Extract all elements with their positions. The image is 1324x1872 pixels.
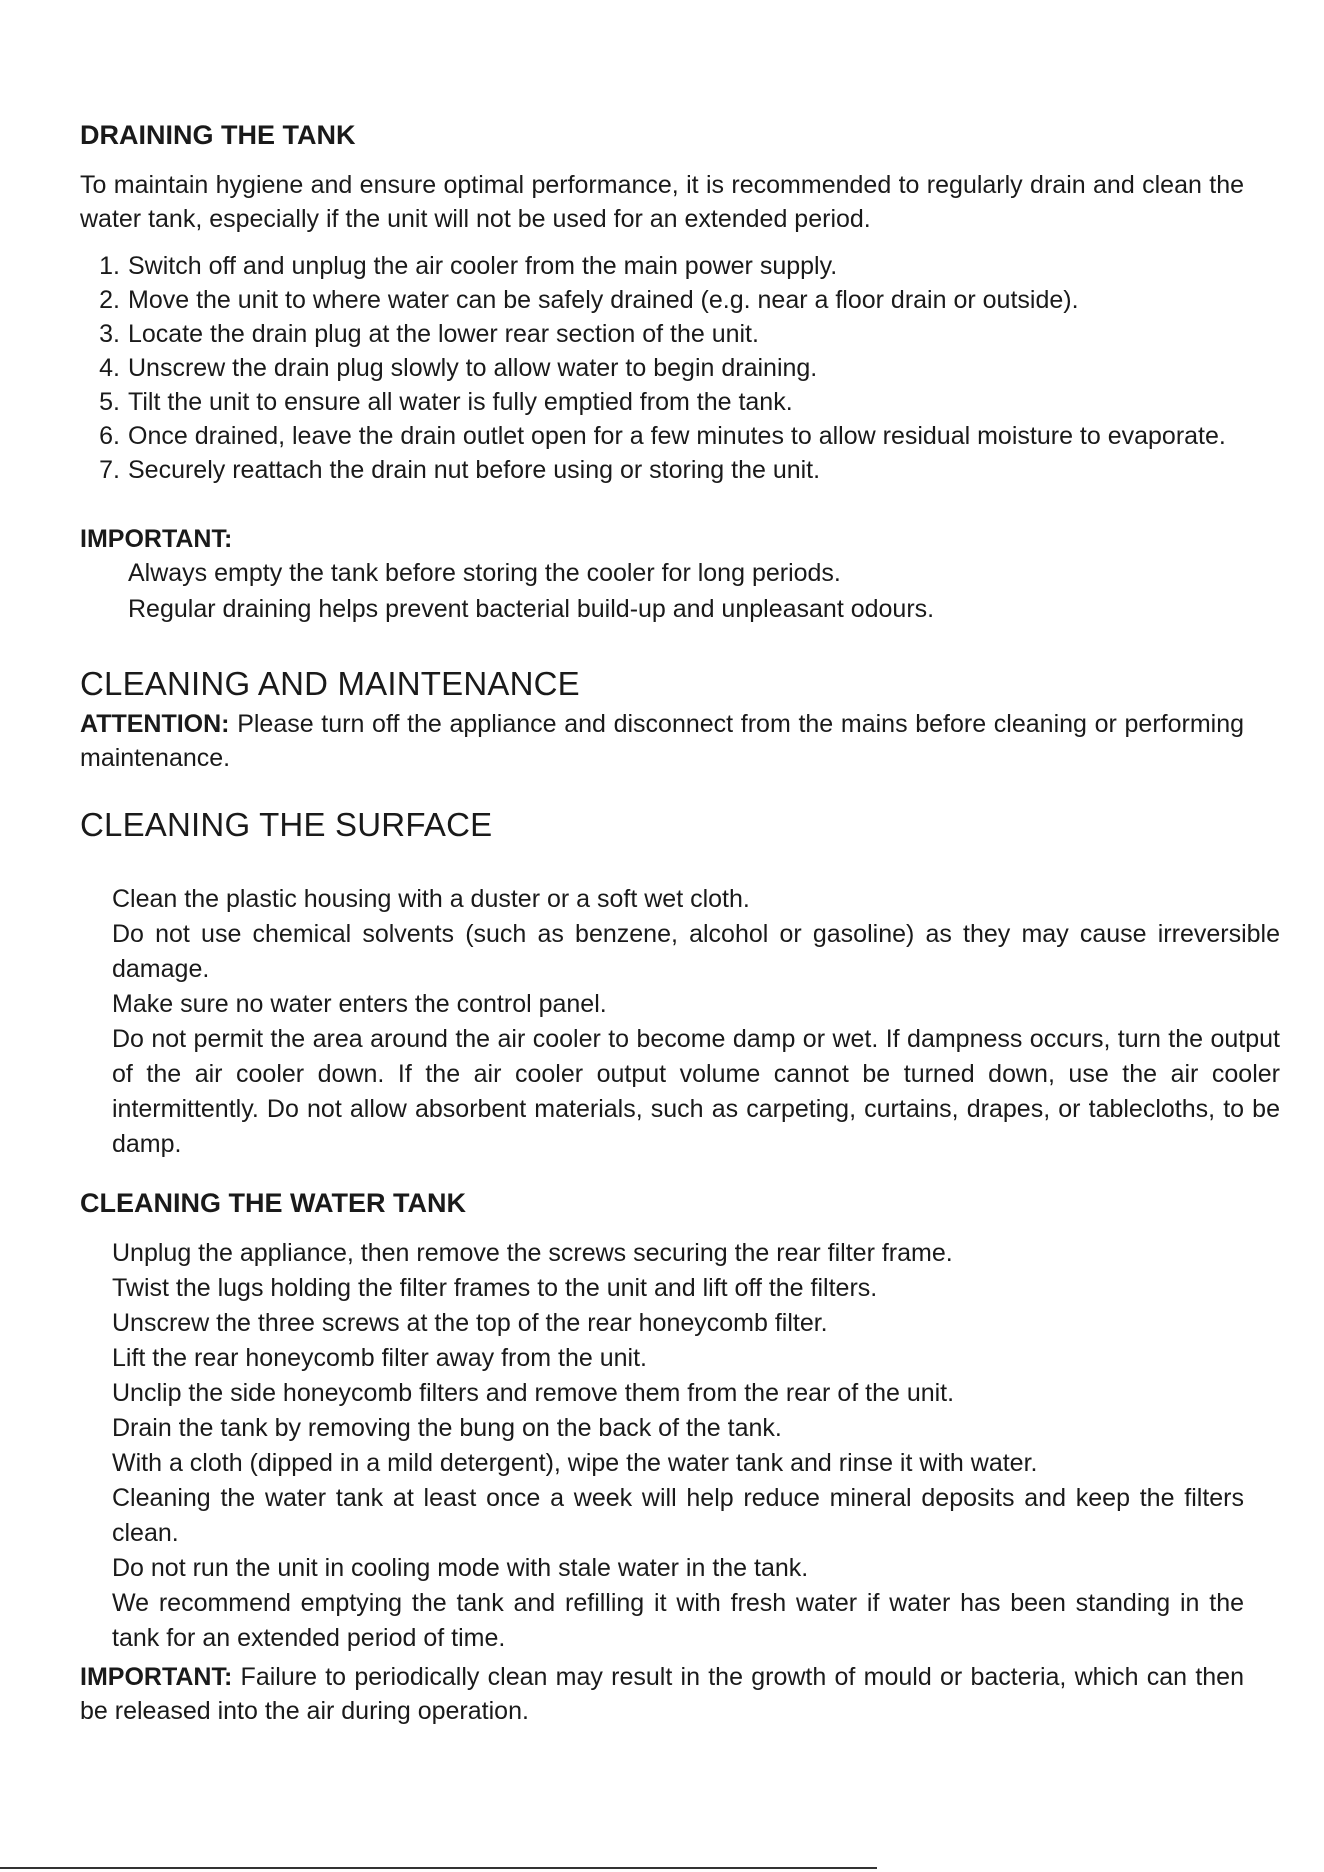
important-label: IMPORTANT: [80,1663,233,1691]
attention-label: ATTENTION: [80,710,230,738]
water-tank-list [80,1236,1244,1656]
list-item: Drain the tank by removing the bung on the back of the tank. [112,1414,782,1442]
list-item: Do not use chemical solvents (such as benzene, alcohol or gasoline) as they may cause irreversible damage. [112,920,1280,983]
list-item: 5. Tilt the unit to ensure all water is fully emptied from the tank. [99,388,793,416]
list-item: 7. Securely reattach the drain nut before using or storing the unit. [99,456,821,484]
list-item: Make sure no water enters the control panel. [112,990,607,1018]
list-item: 4. Unscrew the drain plug slowly to allow water to begin draining. [99,354,818,382]
important-text: Failure to periodically clean may result in the growth of mould or bacteria, which can then be released into the air during operation. [80,1663,1244,1725]
list-item: We recommend emptying the tank and refilling it with fresh water if water has been standing in the tank for an extended period of time. [112,1589,1244,1652]
list-item: Twist the lugs holding the filter frames to the unit and lift off the filters. [112,1274,878,1302]
list-item: Cleaning the water tank at least once a week will help reduce mineral deposits and keep the filters clean. [112,1484,1244,1547]
draining-important-notes [80,555,1244,627]
list-item: Unclip the side honeycomb filters and remove them from the rear of the unit. [112,1379,955,1407]
list-item: 6. Once drained, leave the drain outlet open for a few minutes to allow residual moisture to evaporate. [99,422,1226,450]
water-tank-important [80,1660,1244,1728]
surface-list [80,882,1280,1162]
list-item: Always empty the tank before storing the cooler for long periods. [128,559,841,587]
list-item: 1. Switch off and unplug the air cooler from the main power supply. [99,252,838,280]
bottom-divider [0,1867,877,1869]
list-item: 2. Move the unit to where water can be safely drained (e.g. near a floor drain or outside). [99,286,1079,314]
list-item: Unplug the appliance, then remove the screws securing the rear filter frame. [112,1239,953,1267]
draining-heading: DRAINING THE TANK [80,120,356,150]
attention-text: Please turn off the appliance and disconnect from the mains before cleaning or performing maintenance. [80,710,1244,772]
list-item: With a cloth (dipped in a mild detergent), wipe the water tank and rinse it with water. [112,1449,1038,1477]
draining-steps [80,249,1244,487]
list-item: Do not permit the area around the air cooler to become damp or wet. If dampness occurs, turn the output of the air cooler down. If the air cooler output volume cannot be turned down, use the air cooler intermittently. Do not allow absorbent materials, such as carpeting, curtains, drapes, or tablecloths, to be damp. [112,1025,1280,1158]
list-item: Clean the plastic housing with a duster or a soft wet cloth. [112,885,750,913]
maintenance-attention [80,707,1244,775]
list-item: Do not run the unit in cooling mode with stale water in the tank. [112,1554,809,1582]
surface-heading: CLEANING THE SURFACE [80,806,493,843]
draining-intro: To maintain hygiene and ensure optimal performance, it is recommended to regularly drain and clean the water tank, especially if the unit will not be used for an extended period. [80,171,1244,233]
list-item: Unscrew the three screws at the top of the rear honeycomb filter. [112,1309,828,1337]
list-item: Regular draining helps prevent bacterial build-up and unpleasant odours. [128,595,935,623]
water-tank-heading: CLEANING THE WATER TANK [80,1188,466,1218]
maintenance-heading: CLEANING AND MAINTENANCE [80,665,580,702]
list-item: 3. Locate the drain plug at the lower rear section of the unit. [99,320,759,348]
draining-important-label: IMPORTANT: [80,525,233,553]
list-item: Lift the rear honeycomb filter away from the unit. [112,1344,647,1372]
